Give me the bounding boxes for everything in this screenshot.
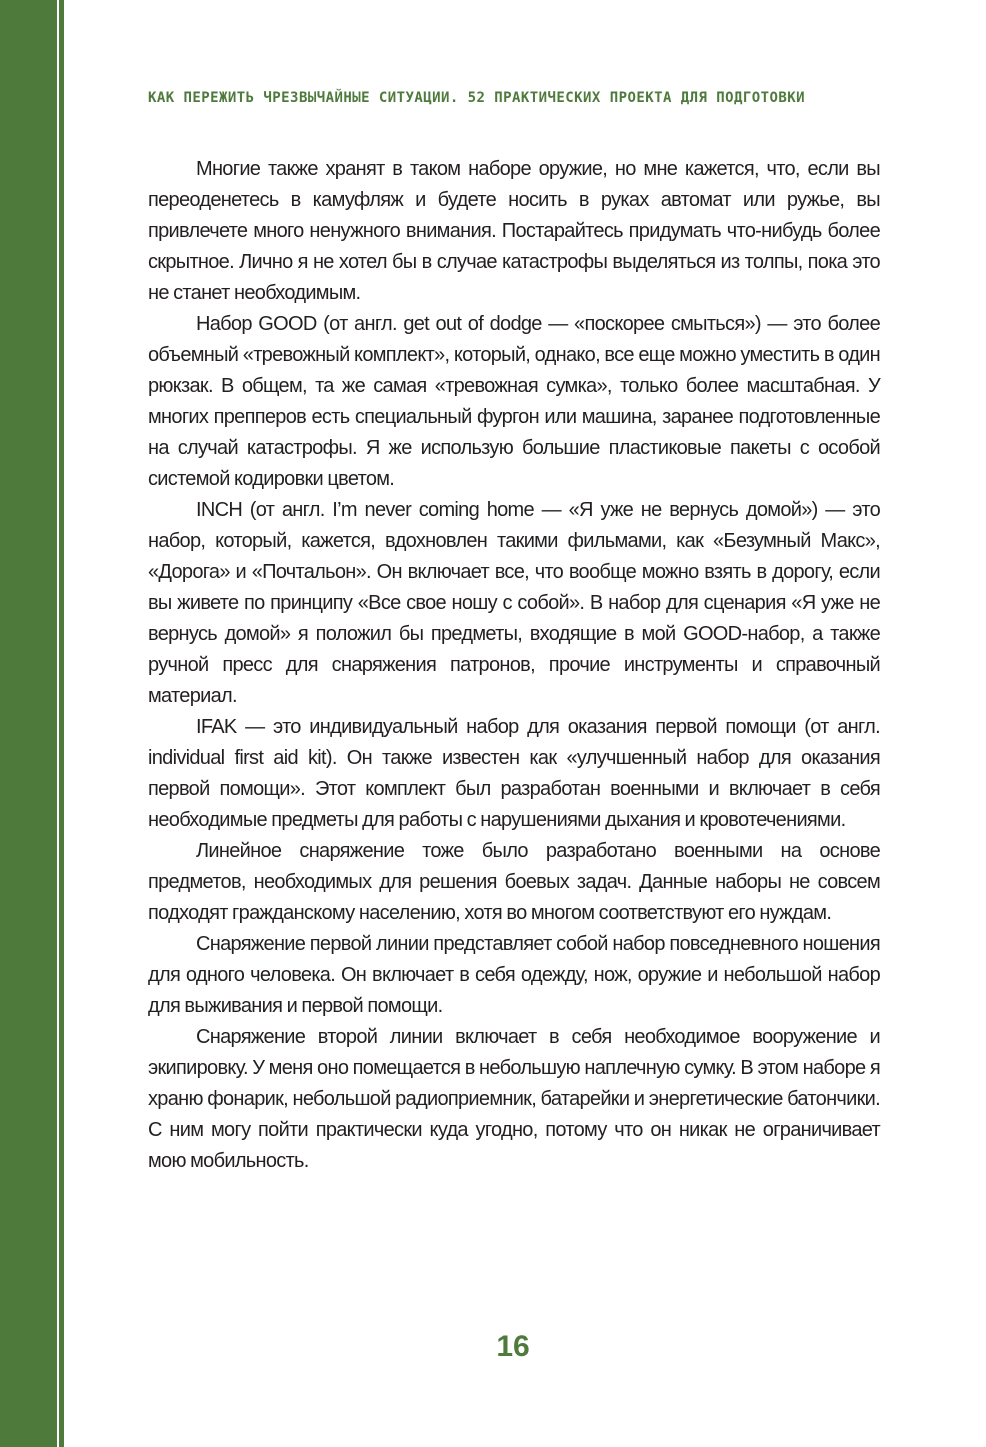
paragraph-inch-kit: INCH (от англ. I’m never coming home — «Я уже не вернусь домой») — это набор, который, кажется, вдохновлен такими фильмами, как «Безумный Макс», «Дорога» и «Почтальон». Он включает все, что вообще можно взять в дорогу, если вы живете по принципу «Все свое ношу с собой». В набор для сценария «Я уже не вернусь домой» я положил бы предметы, входящие в мой GOOD-набор, а также ручной пресс для снаряжения патронов, прочие инструменты и справочный материал. [148, 499, 880, 707]
paragraph-line-gear: Линейное снаряжение тоже было разработано военными на основе предметов, необходимых для решения боевых задач. Данные наборы не совсем подходят гражданскому населению, хотя во многом соответствуют его нуждам. [148, 840, 880, 924]
green-side-line [59, 0, 64, 1447]
paragraph-second-line: Снаряжение второй линии включает в себя необходимое вооружение и экипировку. У меня оно помещается в небольшую наплечную сумку. В этом наборе я храню фонарик, небольшой радиоприемник, батарейки и энергетические батончики. С ним могу пойти практически куда угодно, потому что он никак не ограничивает мою мобильность. [148, 1026, 880, 1172]
paragraph-weapons: Многие также хранят в таком наборе оружие, но мне кажется, что, если вы переоденетесь в камуфляж и будете носить в руках автомат или ружье, вы привлечете много ненужного внимания. Постарайтесь придумать что-нибудь более скрытное. Лично я не хотел бы в случае катастрофы выделяться из толпы, пока это не станет необходимым. [148, 158, 880, 304]
body-text [148, 154, 880, 1177]
paragraph-ifak: IFAK — это индивидуальный набор для оказания первой помощи (от англ. individual first aid kit). Он также известен как «улучшенный набор для оказания первой помощи». Этот комплект был разработан военными и включает в себя необходимые предметы для работы с нарушениями дыхания и кровотечениями. [148, 716, 880, 831]
paragraph-first-line: Снаряжение первой линии представляет собой набор повседневного ношения для одного человека. Он включает в себя одежду, нож, оружие и небольшой набор для выживания и первой помощи. [148, 933, 880, 1017]
green-side-bar [0, 0, 57, 1447]
page-number: 16 [496, 1330, 530, 1363]
running-header: КАК ПЕРЕЖИТЬ ЧРЕЗВЫЧАЙНЫЕ СИТУАЦИИ. 52 ПРАКТИЧЕСКИХ ПРОЕКТА ДЛЯ ПОДГОТОВКИ [148, 90, 806, 106]
paragraph-good-kit: Набор GOOD (от англ. get out of dodge — «поскорее смыться») — это более объемный «тревожный комплект», который, однако, все еще можно уместить в один рюкзак. В общем, та же самая «тревожная сумка», только более масштабная. У многих препперов есть специальный фургон или машина, заранее подготовленные на случай катастрофы. Я же использую большие пластиковые пакеты с особой системой кодировки цветом. [148, 313, 880, 490]
